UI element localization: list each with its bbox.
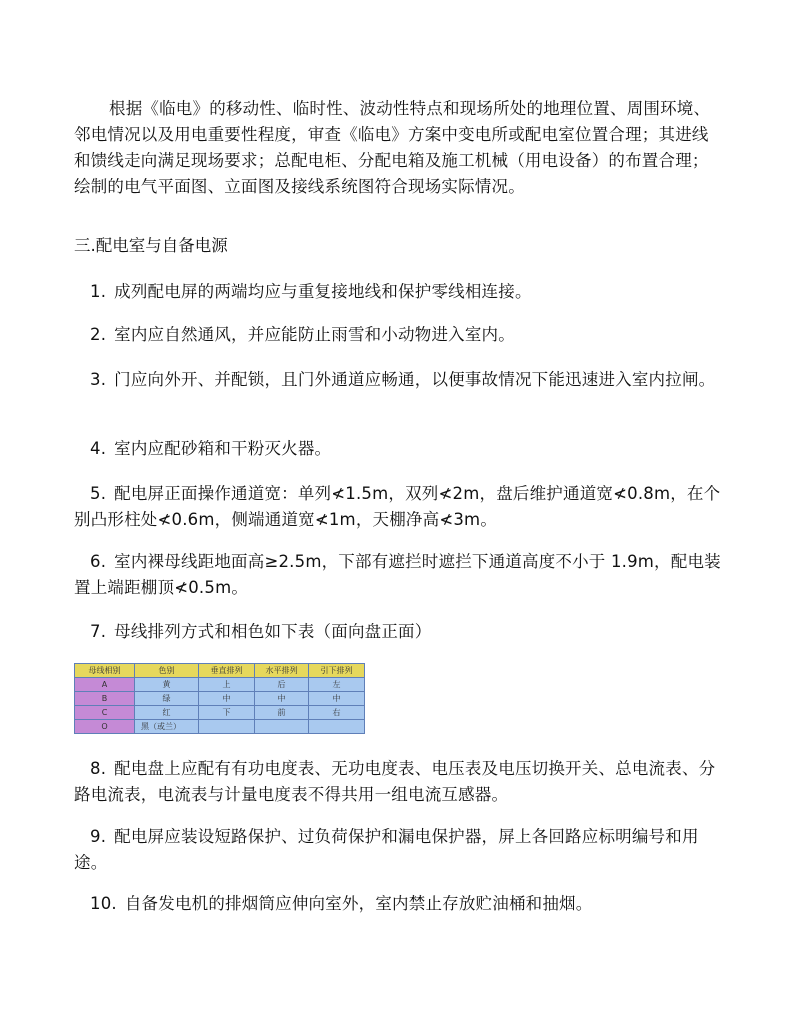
table-cell-empty xyxy=(199,720,255,734)
table-header-row xyxy=(75,664,365,678)
item-text: 母线排列方式和相色如下表（面向盘正面） xyxy=(114,622,432,641)
item-text: 室内应自然通风，并应能防止雨雪和小动物进入室内。 xyxy=(114,325,515,344)
table-cell-phase: A xyxy=(75,678,135,692)
table-row xyxy=(75,678,365,692)
table-cell-phase: O xyxy=(75,720,135,734)
item-number: 9. xyxy=(90,827,107,846)
table-header-cell: 垂直排列 xyxy=(199,664,255,678)
item-number: 6. xyxy=(90,552,107,571)
table-cell: 红 xyxy=(135,706,199,720)
item-text: 门应向外开、并配锁，且门外通道应畅通，以便事故情况下能迅速进入室内拉闸。 xyxy=(114,370,716,389)
list-item xyxy=(74,619,724,645)
table-cell-phase: C xyxy=(75,706,135,720)
table-header-cell: 母线相别 xyxy=(75,664,135,678)
table-row xyxy=(75,692,365,706)
item-number: 10. xyxy=(90,894,117,913)
item-text: 成列配电屏的两端均应与重复接地线和保护零线相连接。 xyxy=(114,282,532,301)
item-text: 配电屏应装设短路保护、过负荷保护和漏电保护器，屏上各回路应标明编号和用途。 xyxy=(74,827,699,872)
list-item xyxy=(74,367,724,393)
item-number: 5. xyxy=(90,484,107,503)
table-header-cell: 色别 xyxy=(135,664,199,678)
table-cell: 下 xyxy=(199,706,255,720)
section-heading: 三.配电室与自备电源 xyxy=(74,236,228,255)
table-cell: 后 xyxy=(255,678,309,692)
table-header-cell: 水平排列 xyxy=(255,664,309,678)
table-cell: 中 xyxy=(199,692,255,706)
intro-paragraph: 根据《临电》的移动性、临时性、波动性特点和现场所处的地理位置、周围环境、邻电情况以及用电重要性程度，审查《临电》方案中变电所或配电室位置合理；其进线和馈线走向满足现场要求；总配电柜、分配电箱及施工机械（用电设备）的布置合理；绘制的电气平面图、立面图及接线系统图符合现场实际情况。 xyxy=(74,99,711,196)
table-row xyxy=(75,706,365,720)
list-item xyxy=(74,279,724,305)
table-cell: 绿 xyxy=(135,692,199,706)
table-cell: 中 xyxy=(309,692,365,706)
table-cell-empty xyxy=(309,720,365,734)
table-header-cell: 引下排列 xyxy=(309,664,365,678)
table-cell-phase: B xyxy=(75,692,135,706)
table-cell: 上 xyxy=(199,678,255,692)
item-number: 7. xyxy=(90,622,107,641)
item-number: 2. xyxy=(90,325,107,344)
table-cell: 前 xyxy=(255,706,309,720)
item-number: 8. xyxy=(90,759,107,778)
table-row-neutral xyxy=(75,720,365,734)
item-number: 3. xyxy=(90,370,107,389)
list-item xyxy=(74,436,724,462)
item-text: 室内应配砂箱和干粉灭火器。 xyxy=(114,439,332,458)
item-number: 1. xyxy=(90,282,107,301)
item-text: 配电屏正面操作通道宽：单列≮1.5m，双列≮2m，盘后维护通道宽≮0.8m，在个别凸形柱处≮0.6m，侧端通道宽≮1m，天棚净高≮3m。 xyxy=(74,484,721,529)
table-cell: 右 xyxy=(309,706,365,720)
list-item xyxy=(74,481,724,533)
table-cell: 中 xyxy=(255,692,309,706)
item-text: 自备发电机的排烟筒应伸向室外，室内禁止存放贮油桶和抽烟。 xyxy=(124,894,593,913)
busbar-arrangement-table xyxy=(74,663,365,734)
item-text: 配电盘上应配有有功电度表、无功电度表、电压表及电压切换开关、总电流表、分路电流表，电流表与计量电度表不得共用一组电流互感器。 xyxy=(74,759,716,804)
list-item xyxy=(74,824,724,876)
table-cell: 黄 xyxy=(135,678,199,692)
list-item xyxy=(74,756,724,808)
list-item xyxy=(74,322,724,348)
table-cell: 黑（或兰） xyxy=(135,720,199,734)
table-cell: 左 xyxy=(309,678,365,692)
item-number: 4. xyxy=(90,439,107,458)
list-item xyxy=(74,891,724,917)
item-text: 室内裸母线距地面高≥2.5m，下部有遮拦时遮拦下通道高度不小于 1.9m，配电装置上端距棚顶≮0.5m。 xyxy=(74,552,721,597)
list-item xyxy=(74,549,724,601)
table-cell-empty xyxy=(255,720,309,734)
